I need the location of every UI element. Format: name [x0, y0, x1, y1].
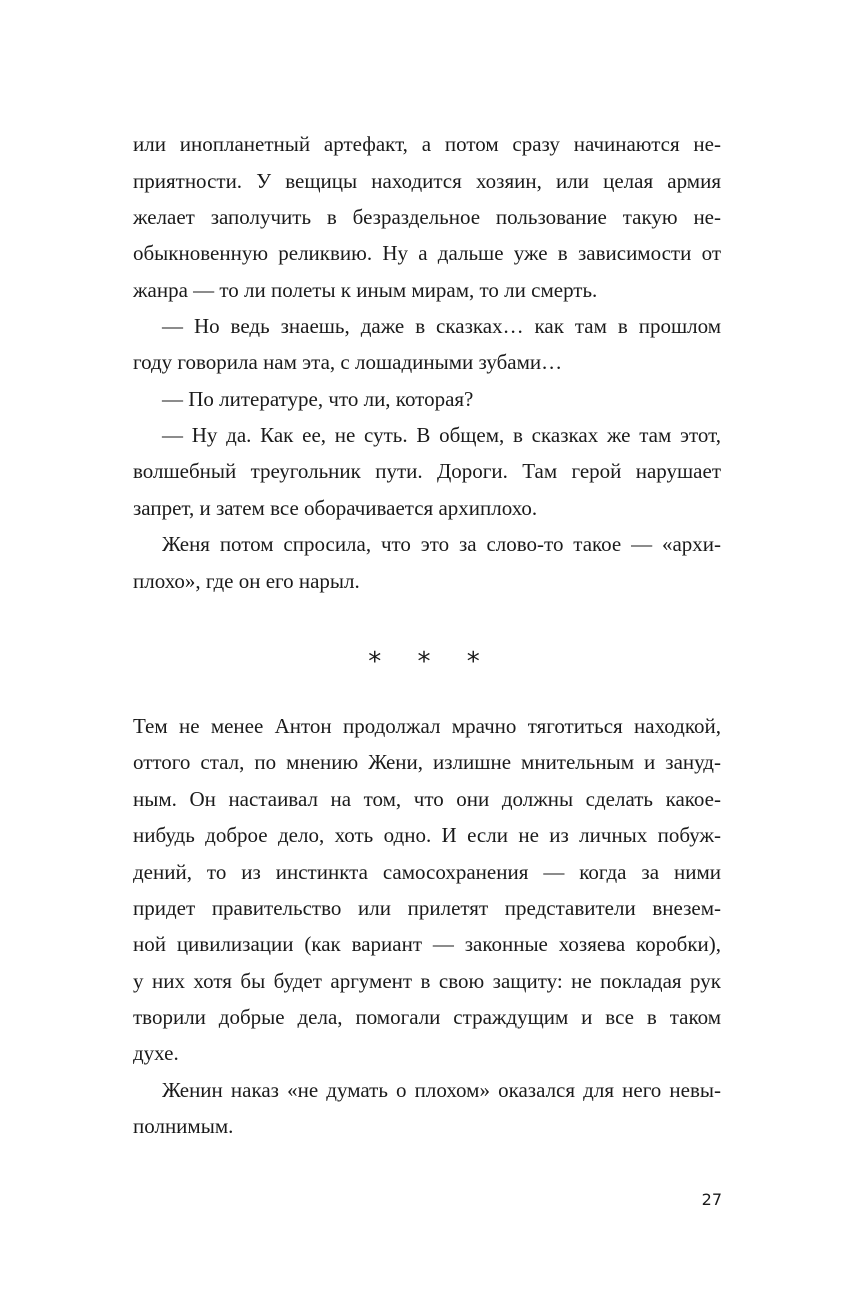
text-line: приятности. У вещицы находится хозяин, или целая армия — [133, 169, 721, 193]
dialogue-line: — По литературе, что ли, которая? — [162, 387, 474, 411]
text-line: ной цивилизации (как вариант — законные хозяева коробки), — [133, 932, 721, 956]
text-line: придет правительство или прилетят представители внезем- — [133, 896, 721, 920]
paragraph-start-line: Женя потом спросила, что это за слово-то такое — «архи- — [162, 532, 721, 556]
dialogue-line: — Ну да. Как ее, не суть. В общем, в сказках же там этот, — [162, 423, 721, 447]
section-separator: * * * — [368, 647, 494, 677]
paragraph-start-line: Женин наказ «не думать о плохом» оказался для него невы- — [162, 1078, 721, 1102]
text-line: обыкновенную реликвию. Ну а дальше уже в зависимости от — [133, 241, 721, 265]
text-line: волшебный треугольник пути. Дороги. Там герой нарушает — [133, 459, 721, 483]
text-line: ным. Он настаивал на том, что они должны сделать какое- — [133, 787, 721, 811]
text-line: плохо», где он его нарыл. — [133, 569, 360, 593]
text-line: желает заполучить в безраздельное пользование такую не- — [133, 205, 721, 229]
section-start-line: Тем не менее Антон продолжал мрачно тяготиться находкой, — [133, 714, 721, 738]
text-line: дений, то из инстинкта самосохранения — когда за ними — [133, 860, 721, 884]
text-line: творили добрые дела, помогали страждущим и все в таком — [133, 1005, 721, 1029]
text-line: оттого стал, по мнению Жени, излишне мнительным и зануд- — [133, 750, 721, 774]
page-number: 27 — [701, 1190, 722, 1209]
text-line: году говорила нам эта, с лошадиными зубами… — [133, 350, 563, 374]
text-line: нибудь доброе дело, хоть одно. И если не из личных побуж- — [133, 823, 721, 847]
dialogue-line: — Но ведь знаешь, даже в сказках… как там в прошлом — [162, 314, 721, 338]
text-line: или инопланетный артефакт, а потом сразу начинаются не- — [133, 132, 721, 156]
text-line: полнимым. — [133, 1114, 234, 1138]
text-line: жанра — то ли полеты к иным мирам, то ли смерть. — [133, 278, 598, 302]
text-line: духе. — [133, 1041, 179, 1065]
text-line: запрет, и затем все оборачивается архиплохо. — [133, 496, 538, 520]
text-line: у них хотя бы будет аргумент в свою защиту: не покладая рук — [133, 969, 721, 993]
